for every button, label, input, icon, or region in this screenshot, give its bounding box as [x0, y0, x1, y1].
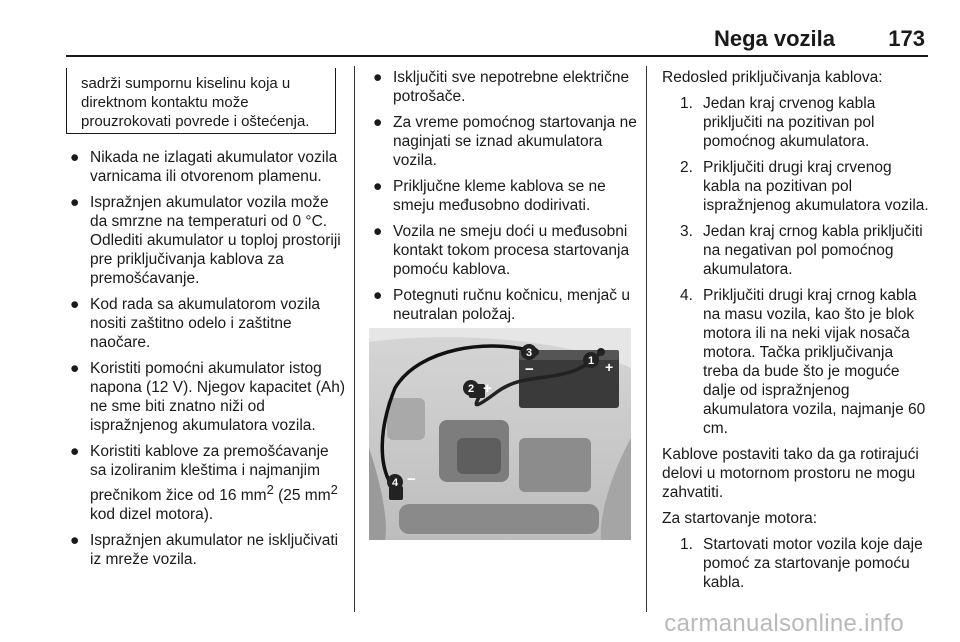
minus-label-helper: −	[525, 361, 534, 378]
callout-1: 1	[587, 355, 595, 367]
plus-label-helper: +	[605, 359, 614, 375]
step-number: 2.	[680, 159, 693, 176]
cable-bullet-text: Koristiti kablove za premošćavanje sa izoliranim kleštima i najmanjim prečnikom žice od 16 $mm^2$ (25 $mm^2$ kod dizel motora).	[90, 443, 338, 524]
coolant-tank	[387, 398, 425, 440]
list-item	[66, 531, 346, 569]
column-1	[66, 148, 346, 576]
list-item-text: Kod rada sa akumulatorom vozila nositi zaštitno odelo i zaštitne naočare.	[90, 296, 321, 351]
plus-label-discharged: +	[483, 380, 492, 397]
cable-order-steps	[662, 94, 930, 438]
bullet-icon: ●	[373, 223, 383, 240]
watermark: carmanualsonline.info	[664, 610, 904, 637]
bumper-grille	[399, 504, 599, 534]
step-number: 1.	[680, 536, 693, 553]
helper-battery	[519, 356, 619, 408]
step-text: Jedan kraj crnog kabla priključiti na negativan pol pomoćnog akumulatora.	[703, 223, 923, 278]
list-item-text: Koristiti pomoćni akumulator istog napona (12 V). Njegov kapacitet (Ah) ne sme biti znatno niži od ispražnjenog akumulatora vozila.	[90, 360, 346, 434]
bullet-icon: ●	[70, 194, 80, 211]
list-item	[369, 286, 637, 324]
minus-label-ground: −	[407, 471, 416, 488]
bullet-icon: ●	[70, 360, 80, 377]
header-rule	[66, 55, 928, 57]
step-text: Jedan kraj crvenog kabla priključiti na pozitivan pol pomoćnog akumulatora.	[703, 95, 876, 150]
callout-4: 4	[391, 477, 399, 489]
cable-route-paragraph: Kablove postaviti tako da ga rotirajući delovi u motornom prostoru ne mogu zahvatiti.	[662, 446, 919, 501]
step-item	[662, 222, 930, 279]
step-text: Startovati motor vozila koje daje pomoć za startovanje pomoću kabla.	[703, 536, 923, 591]
header-title: Nega vozila	[713, 26, 835, 51]
bullet-icon: ●	[70, 443, 80, 460]
list-item-text: Ispražnjen akumulator ne isključivati iz mreže vozila.	[90, 532, 339, 569]
start-engine-steps	[662, 535, 930, 592]
bullet-icon: ●	[373, 69, 383, 86]
column-2	[369, 68, 637, 331]
step-item	[662, 158, 930, 215]
column-3	[662, 68, 930, 599]
bullet-icon: ●	[70, 149, 80, 166]
callout-3: 3	[525, 347, 533, 359]
column-divider-1	[354, 66, 355, 612]
list-item-text: Priključne kleme kablova se ne smeju međusobno dodirivati.	[393, 178, 606, 214]
list-item-text: Nikada ne izlagati akumulator vozila varnicama ili otvorenom plamenu.	[90, 149, 338, 185]
bullet-icon: ●	[70, 532, 80, 550]
bullet-icon: ●	[70, 296, 80, 313]
callout-2: 2	[467, 383, 475, 395]
bullet-icon: ●	[373, 287, 383, 304]
air-box	[519, 438, 591, 492]
step-item	[662, 286, 930, 438]
page-number: 173	[888, 26, 925, 51]
list-item-text: Isključiti sve nepotrebne električne potrošače.	[393, 69, 630, 105]
list-item	[66, 193, 346, 288]
step-item	[662, 94, 930, 151]
cable-order-intro: Redosled priključivanja kablova:	[662, 69, 883, 86]
list-item	[369, 68, 637, 106]
list-item	[66, 442, 346, 524]
column-divider-2	[646, 66, 647, 612]
list-item	[369, 177, 637, 215]
warning-box	[66, 68, 336, 134]
list-item	[369, 113, 637, 170]
bullet-icon: ●	[373, 178, 383, 195]
list-item-text: Vozila ne smeju doći u međusobni kontakt tokom procesa startovanja pomoću kablova.	[393, 223, 630, 278]
list-item-text: Za vreme pomoćnog startovanja ne naginjati se iznad akumulatora vozila.	[393, 114, 637, 169]
list-item	[369, 222, 637, 279]
list-item	[66, 148, 346, 186]
step-number: 4.	[680, 287, 693, 304]
step-item	[662, 535, 930, 592]
page-header	[370, 26, 925, 54]
engine-cover	[457, 438, 501, 474]
warning-text: sadrži sumpornu kiselinu koja u direktnom kontaktu može prouzrokovati povrede i oštećenja.	[81, 75, 310, 130]
list-item-text: Potegnuti ručnu kočnicu, menjač u neutralan položaj.	[393, 287, 630, 323]
step-number: 1.	[680, 95, 693, 112]
start-engine-heading: Za startovanje motora:	[662, 510, 818, 527]
step-text: Priključiti drugi kraj crvenog kabla na pozitivan pol ispražnjenog akumulatora vozila.	[703, 159, 929, 214]
jump-start-illustration	[369, 328, 631, 540]
step-text: Priključiti drugi kraj crnog kabla na masu vozila, kao što je blok motora ili na neki vijak nosača motora. Tačka priključivanja treba da bude što je moguće dalje od ispražnjenog akumulatora vozila, najmanje 60 cm.	[703, 287, 926, 437]
bullet-icon: ●	[373, 114, 383, 131]
list-item-text: Ispražnjen akumulator vozila može da smrzne na temperaturi od 0 °C. Odlediti akumulator u toploj prostoriji pre priključivanja kablova za premošćavanje.	[90, 194, 341, 287]
list-item	[66, 295, 346, 352]
step-number: 3.	[680, 223, 693, 240]
list-item	[66, 359, 346, 435]
